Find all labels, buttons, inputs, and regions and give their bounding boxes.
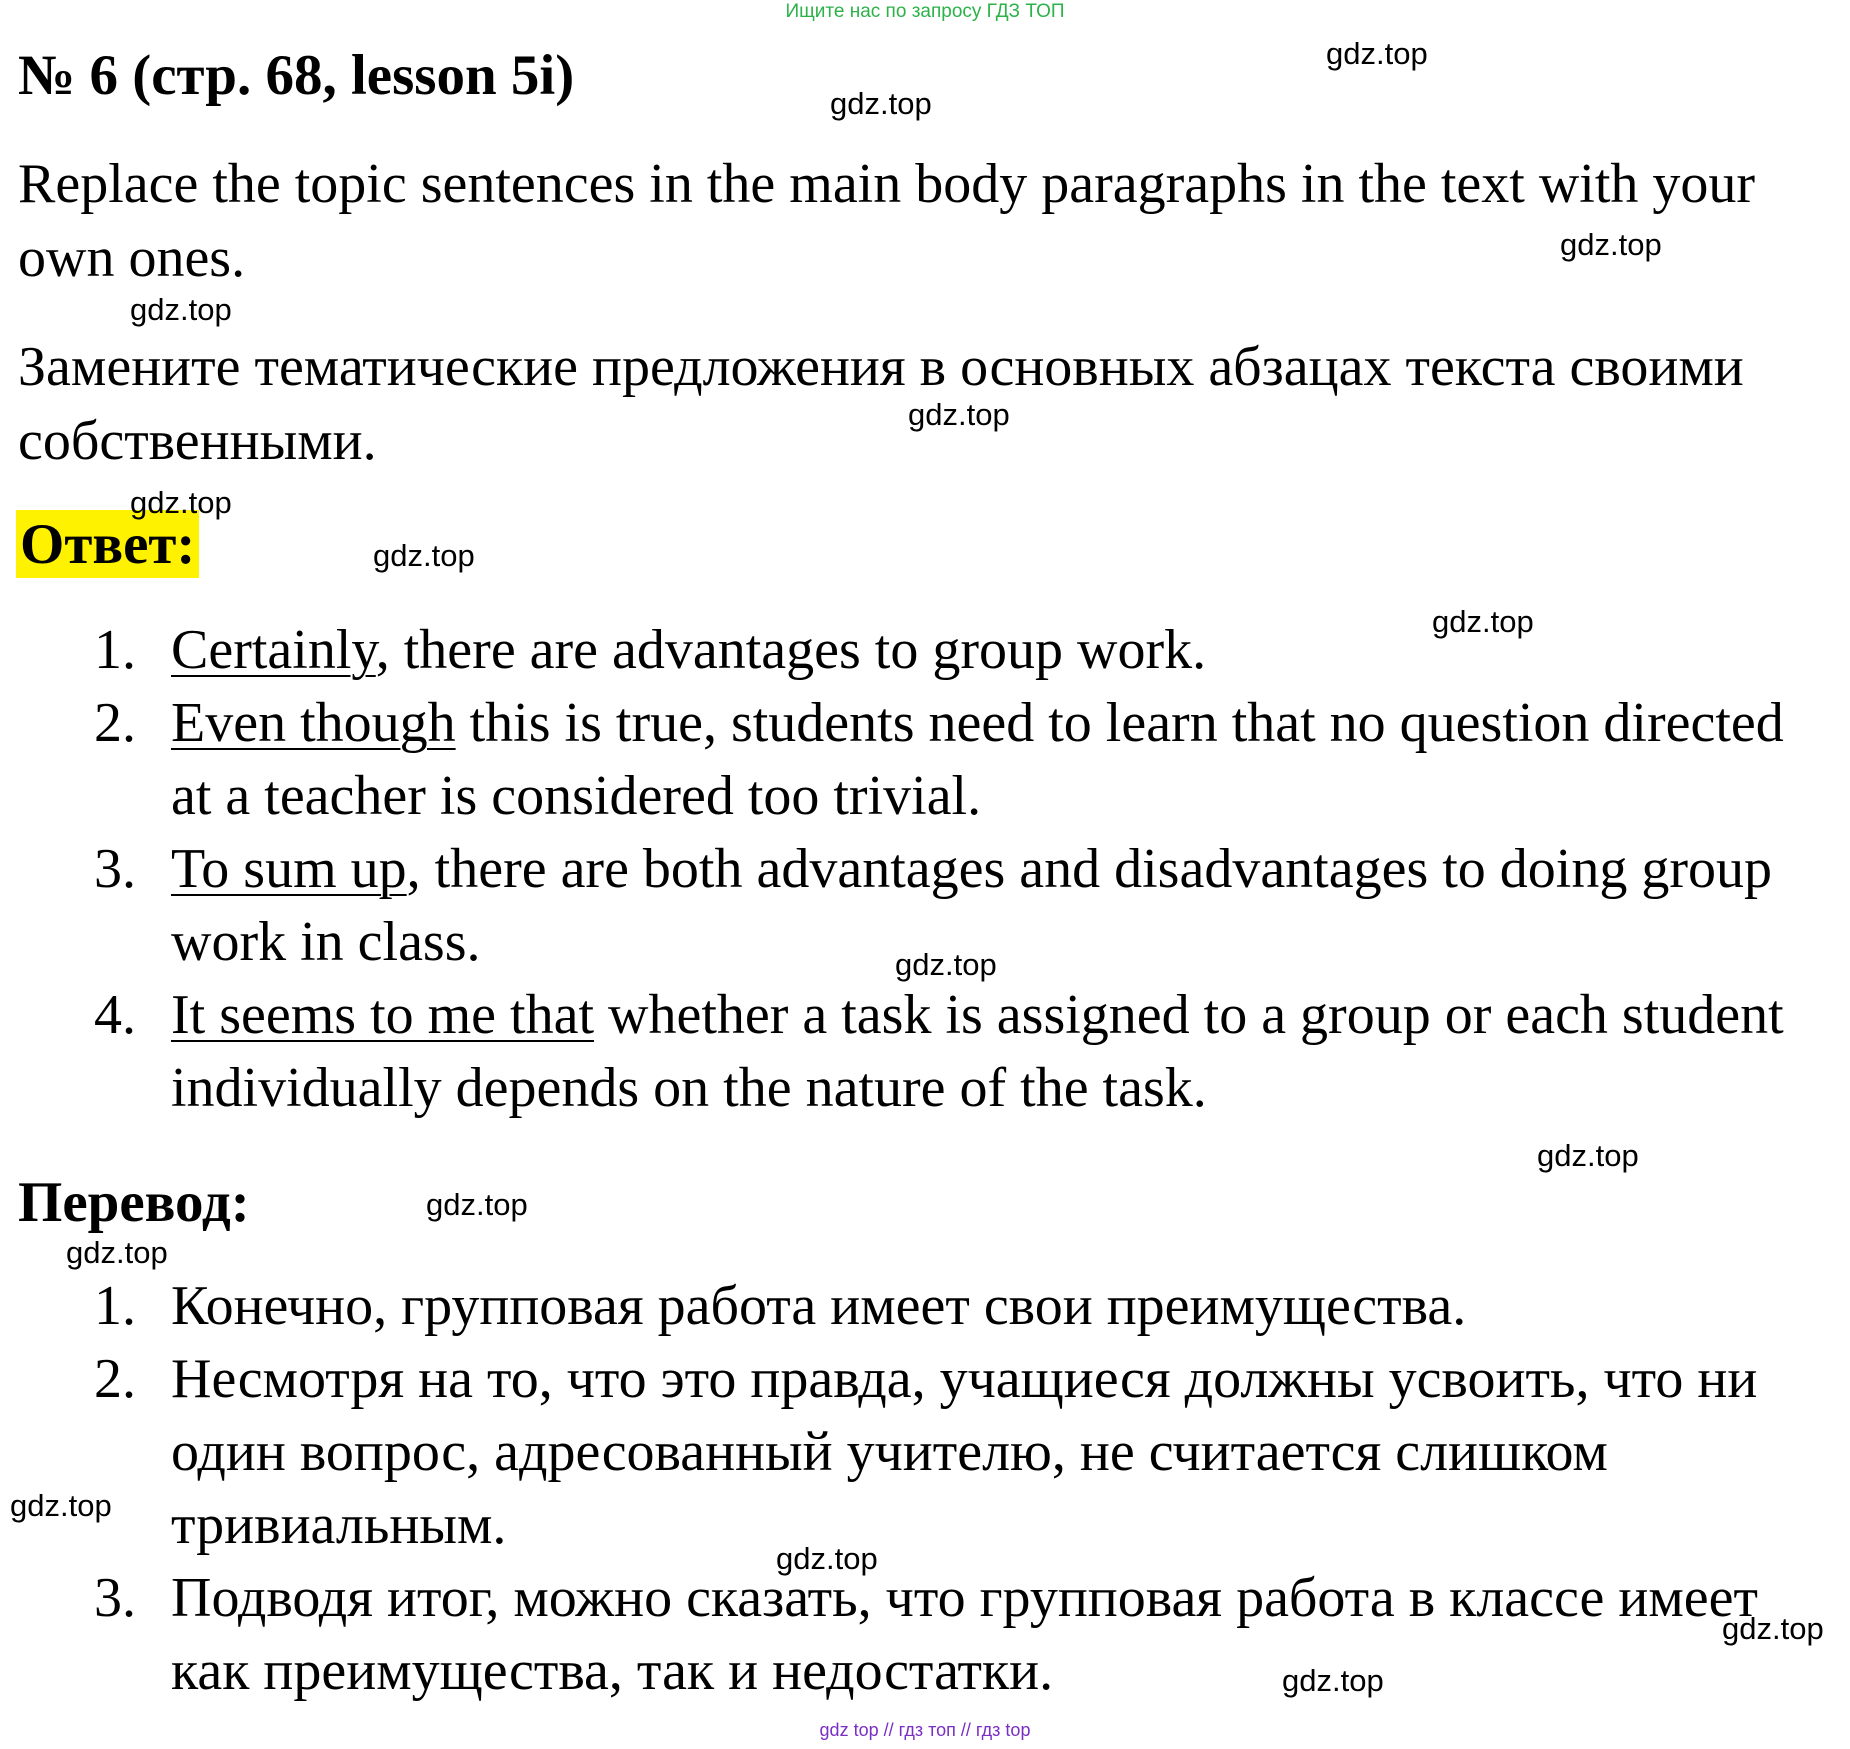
watermark: gdz.top bbox=[830, 86, 932, 121]
watermark: gdz.top bbox=[1326, 36, 1428, 71]
linking-phrase: It seems to me that bbox=[171, 984, 595, 1046]
list-number: 3. bbox=[94, 1567, 136, 1629]
watermark: gdz.top bbox=[895, 947, 997, 982]
watermark: gdz.top bbox=[776, 1541, 878, 1576]
translation-text: Несмотря на то, что это правда, учащиеся должны усвоить, что ни один вопрос, адресованный учителю, не считается слишком тривиальным. bbox=[171, 1348, 1758, 1556]
watermark: gdz.top bbox=[10, 1488, 112, 1523]
watermark: gdz.top bbox=[130, 485, 232, 520]
list-number: 1. bbox=[94, 619, 136, 681]
bottom-banner: gdz top // гдз топ // гдз top bbox=[819, 1720, 1031, 1740]
watermark: gdz.top bbox=[130, 292, 232, 327]
watermark: gdz.top bbox=[426, 1187, 528, 1222]
answer-list bbox=[0, 614, 1850, 1125]
watermark: gdz.top bbox=[1282, 1663, 1384, 1698]
list-number: 1. bbox=[94, 1275, 136, 1337]
top-banner: Ищите нас по запросу ГДЗ ТОП bbox=[785, 1, 1065, 22]
watermark: gdz.top bbox=[1560, 227, 1662, 262]
list-number: 2. bbox=[94, 692, 136, 754]
translation-item bbox=[0, 1562, 1811, 1708]
answer-heading: Ответ: bbox=[16, 510, 199, 578]
list-number: 4. bbox=[94, 984, 136, 1046]
translation-item bbox=[0, 1343, 1811, 1562]
watermark: gdz.top bbox=[1432, 604, 1534, 639]
list-number: 3. bbox=[94, 838, 136, 900]
task-english: Replace the topic sentences in the main body paragraphs in the text with your own ones. bbox=[18, 153, 1756, 289]
watermark: gdz.top bbox=[373, 538, 475, 573]
answer-text: whether a task is assigned to a group or each student individually depends on the nature of the task. bbox=[171, 984, 1784, 1119]
watermark: gdz.top bbox=[908, 397, 1010, 432]
answer-item bbox=[0, 687, 1811, 833]
watermark: gdz.top bbox=[1722, 1611, 1824, 1646]
translation-list bbox=[0, 1270, 1850, 1708]
linking-phrase: Even though bbox=[171, 692, 456, 754]
linking-phrase: To sum up bbox=[171, 838, 407, 900]
translation-item bbox=[0, 1270, 1811, 1343]
answer-item bbox=[0, 614, 1811, 687]
list-number: 2. bbox=[94, 1348, 136, 1410]
answer-text: , there are both advantages and disadvantages to doing group work in class. bbox=[171, 838, 1773, 973]
translation-text: Конечно, групповая работа имеет свои преимущества. bbox=[171, 1275, 1467, 1337]
answer-text: this is true, students need to learn that no question directed at a teacher is considered too trivial. bbox=[171, 692, 1784, 827]
page-title: № 6 (стр. 68, lesson 5i) bbox=[18, 44, 575, 107]
task-russian: Замените тематические предложения в основных абзацах текста своими собственными. bbox=[18, 336, 1744, 472]
watermark: gdz.top bbox=[66, 1235, 168, 1270]
translation-heading: Перевод: bbox=[18, 1171, 250, 1234]
watermark: gdz.top bbox=[1537, 1138, 1639, 1173]
answer-item bbox=[0, 979, 1811, 1125]
translation-text: Подводя итог, можно сказать, что групповая работа в классе имеет как преимущества, так и недостатки. bbox=[171, 1567, 1758, 1702]
linking-phrase: Certainly bbox=[171, 619, 376, 681]
answer-text: , there are advantages to group work. bbox=[375, 619, 1207, 681]
